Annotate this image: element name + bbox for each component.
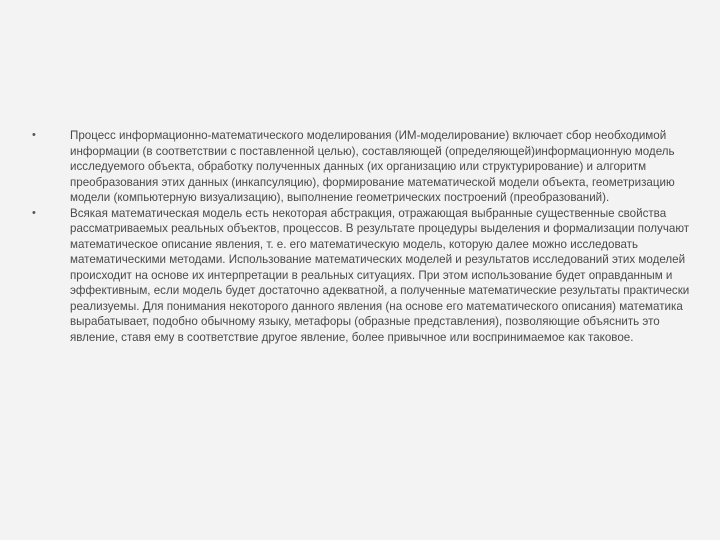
bullet-text: Процесс информационно-математического моделирования (ИМ-моделирование) включает сбор необходимой информации (в соответствии с поставленной целью), составляющей (определяющей)информационную модель исследуемого объекта, обработку полученных данных (их организацию или структурирование) и алгоритм преобразования этих данных (инкапсуляцию), формирование математической модели объекта, геометризацию модели (компьютерную визуализацию), выполнение геометрических построений (преобразований). — [70, 129, 675, 204]
bullet-list — [30, 128, 694, 345]
bullet-item-2 — [30, 206, 694, 346]
bullet-marker: • — [32, 129, 36, 141]
bullet-marker: • — [32, 206, 36, 219]
bullet-text: Всякая математическая модель есть некоторая абстракция, отражающая выбранные существенные свойства рассматриваемых реальных объектов, процессов. В результате процедуры выделения и формализации получают математическое описание явления, т. е. его математическую модель, которую далее можно исследовать математическими методами. Использование математических моделей и результатов исследований этих моделей происходит на основе их интерпретации в реальных ситуациях. При этом использование будет оправданным и эффективным, если модель будет достаточно адекватной, а полученные математические результаты практически реализуемы. Для понимания некоторого данного явления (на основе его математического описания) математика вырабатывает, подобно обычному языку, метафоры (образные представления), позволяющие объяснить это явление, ставя ему в соответствие другое явление, более привычное или воспринимаемое как таковое. — [70, 206, 690, 344]
bullet-item-1 — [30, 128, 694, 206]
